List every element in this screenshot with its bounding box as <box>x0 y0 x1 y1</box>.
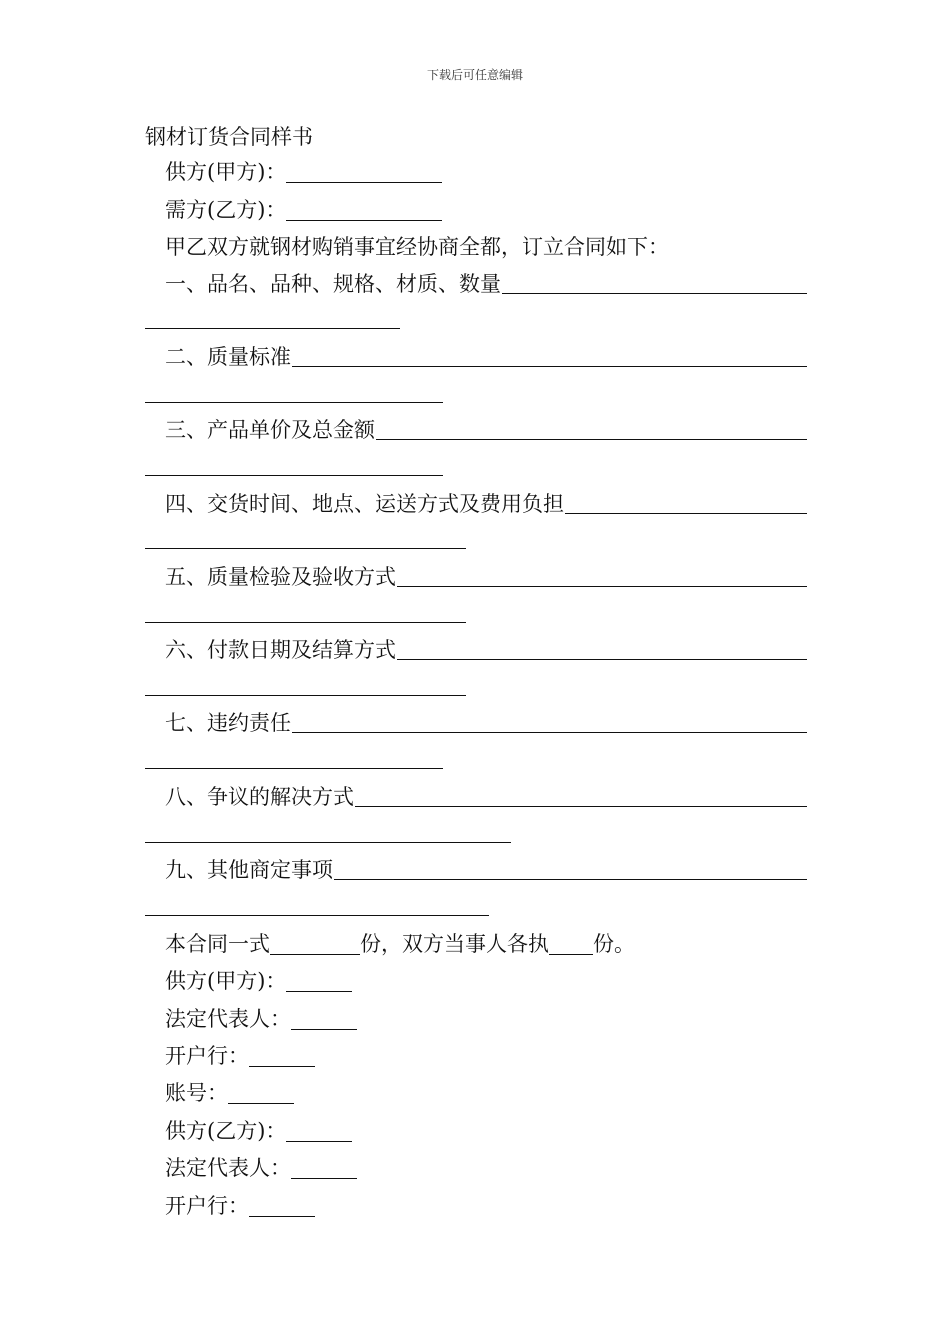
contract-item-9 <box>165 856 807 884</box>
item-blank[interactable] <box>565 513 807 514</box>
item-label: 四、交货时间、地点、运送方式及费用负担 <box>165 492 564 516</box>
item-blank[interactable] <box>397 586 807 587</box>
sign-blank[interactable] <box>291 1007 357 1030</box>
sign-blank[interactable] <box>286 1119 352 1142</box>
header-note: 下载后可任意编辑 <box>426 68 523 82</box>
item-continuation-line[interactable] <box>145 475 443 476</box>
item-label: 七、违约责任 <box>165 711 291 735</box>
item-continuation-line[interactable] <box>145 915 489 916</box>
contract-item-3 <box>165 416 807 444</box>
item-blank[interactable] <box>397 659 807 660</box>
copies-total-blank[interactable] <box>270 932 360 955</box>
item-continuation-line[interactable] <box>145 548 466 549</box>
item-label: 二、质量标准 <box>165 345 291 369</box>
buyer-label: 需方(乙方)： <box>165 198 287 222</box>
item-continuation-line[interactable] <box>145 402 443 403</box>
document-title: 钢材订货合同样书 <box>145 125 313 149</box>
contract-item-7 <box>165 709 807 737</box>
copies-text-2: 份，双方当事人各执 <box>360 932 549 956</box>
sign-blank[interactable] <box>286 969 352 992</box>
item-blank[interactable] <box>376 439 807 440</box>
sign-label: 供方(甲方)： <box>165 969 287 993</box>
supplier-line <box>165 158 442 186</box>
contract-item-2 <box>165 343 807 371</box>
sign-legal-rep-b <box>165 1154 357 1182</box>
sign-supplier-b <box>165 1117 352 1145</box>
item-label: 一、品名、品种、规格、材质、数量 <box>165 272 501 296</box>
item-blank[interactable] <box>502 293 807 294</box>
sign-supplier-a <box>165 967 352 995</box>
contract-item-4 <box>165 490 807 518</box>
sign-legal-rep-a <box>165 1005 357 1033</box>
item-continuation-line[interactable] <box>145 695 466 696</box>
sign-label: 开户行： <box>165 1044 249 1068</box>
copies-line <box>165 930 635 958</box>
intro-text: 甲乙双方就钢材购销事宜经协商全都，订立合同如下： <box>165 235 669 259</box>
item-label: 三、产品单价及总金额 <box>165 418 375 442</box>
contract-item-1 <box>165 270 807 298</box>
item-label: 九、其他商定事项 <box>165 858 333 882</box>
sign-label: 法定代表人： <box>165 1156 291 1180</box>
sign-label: 开户行： <box>165 1194 249 1218</box>
item-continuation-line[interactable] <box>145 842 511 843</box>
item-blank[interactable] <box>292 732 807 733</box>
sign-bank-a <box>165 1042 315 1070</box>
sign-label: 法定代表人： <box>165 1007 291 1031</box>
sign-label: 账号： <box>165 1081 228 1105</box>
item-continuation-line[interactable] <box>145 328 400 329</box>
contract-item-5 <box>165 563 807 591</box>
sign-blank[interactable] <box>249 1194 315 1217</box>
buyer-blank[interactable] <box>286 198 442 221</box>
item-continuation-line[interactable] <box>145 768 443 769</box>
item-blank[interactable] <box>334 879 807 880</box>
item-label: 六、付款日期及结算方式 <box>165 638 396 662</box>
sign-blank[interactable] <box>291 1156 357 1179</box>
supplier-blank[interactable] <box>286 160 442 183</box>
buyer-line <box>165 196 442 224</box>
copies-text-3: 份。 <box>593 932 635 956</box>
item-blank[interactable] <box>292 366 807 367</box>
sign-label: 供方(乙方)： <box>165 1119 287 1143</box>
supplier-label: 供方(甲方)： <box>165 160 287 184</box>
contract-item-8 <box>165 783 807 811</box>
sign-blank[interactable] <box>249 1044 315 1067</box>
item-label: 五、质量检验及验收方式 <box>165 565 396 589</box>
copies-each-blank[interactable] <box>549 932 593 955</box>
copies-text-1: 本合同一式 <box>165 932 270 956</box>
sign-blank[interactable] <box>228 1081 294 1104</box>
item-continuation-line[interactable] <box>145 622 466 623</box>
item-blank[interactable] <box>355 806 807 807</box>
item-label: 八、争议的解决方式 <box>165 785 354 809</box>
sign-account-a <box>165 1079 294 1107</box>
contract-item-6 <box>165 636 807 664</box>
sign-bank-b <box>165 1192 315 1220</box>
